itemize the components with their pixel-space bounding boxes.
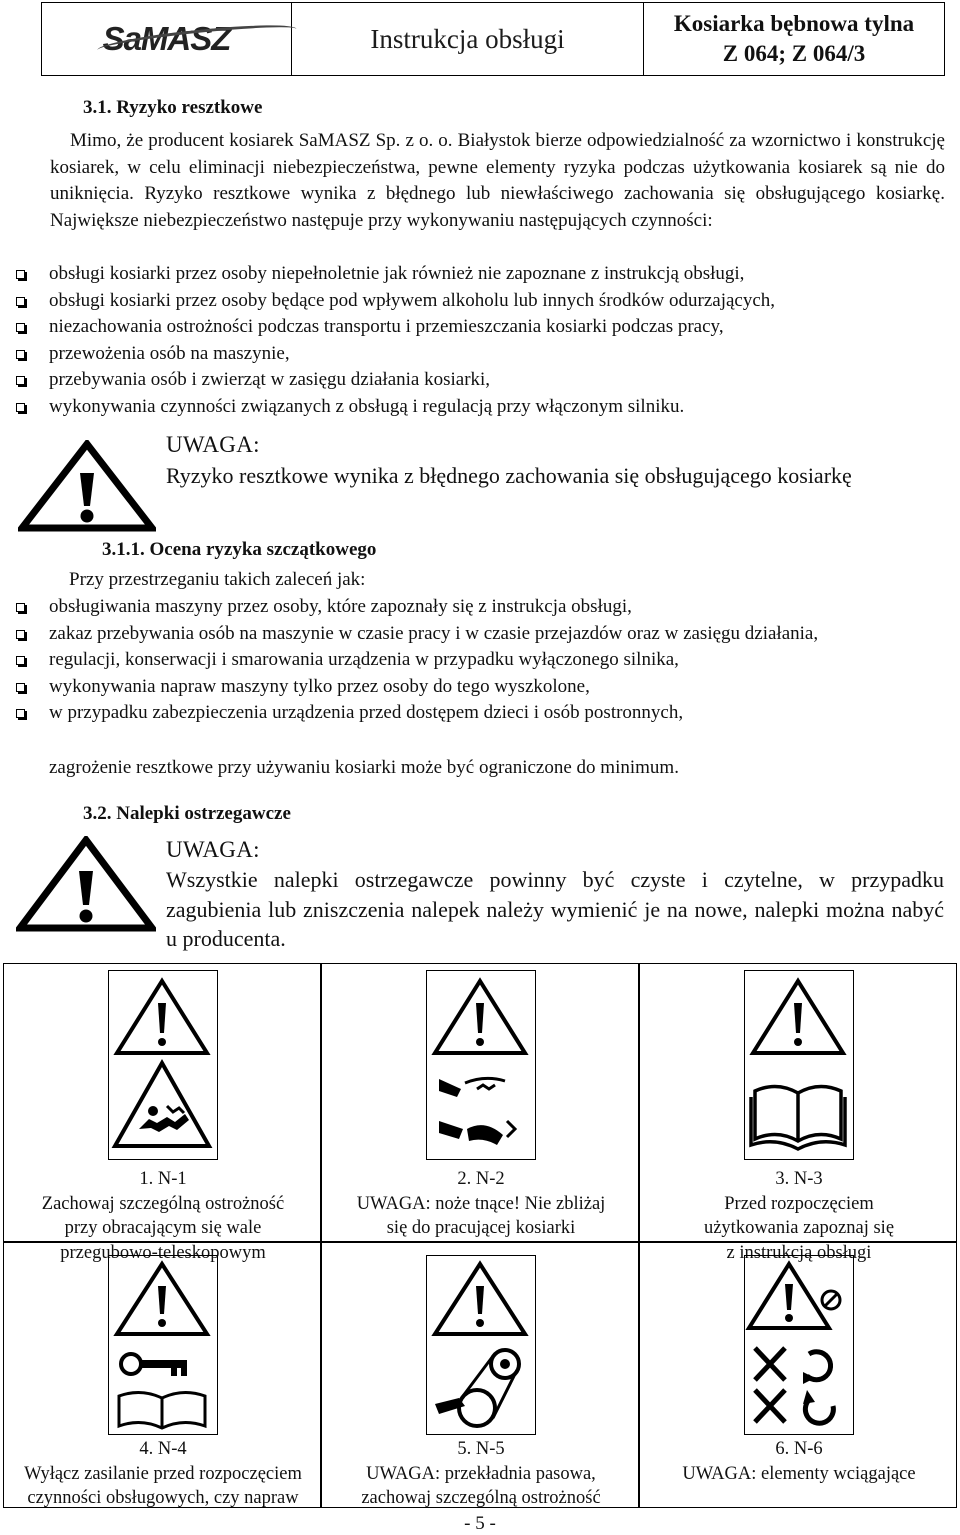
warning-triangle-icon <box>753 981 843 1053</box>
checkbox-bullet-icon <box>16 656 25 665</box>
sticker-description: przy obracającym się wale <box>64 1218 262 1238</box>
blade-hand-icon <box>439 1078 515 1145</box>
sticker-description: Wyłącz zasilanie przed rozpoczęciem <box>24 1463 302 1484</box>
checkbox-bullet-icon <box>16 297 25 306</box>
logo-cell <box>42 3 292 75</box>
sticker-label: 6. N-6 <box>775 1439 823 1459</box>
warning-triangle-icon <box>117 981 207 1053</box>
sticker-image <box>108 1255 218 1435</box>
checkbox-bullet-icon <box>16 350 25 359</box>
list-item: wykonywania czynności związanych z obsługą i regulacją przy włączonym silniku. <box>16 394 946 421</box>
sticker-n3 <box>640 964 958 1263</box>
sticker-description: zachowaj szczególną ostrożność <box>361 1488 601 1508</box>
document-title: Instrukcja obsługi <box>292 3 644 75</box>
sticker-n6 <box>640 1243 958 1513</box>
section-3-1-paragraph: Mimo, że producent kosiarek SaMASZ Sp. z o. o. Białystok bierze odpowiedzialność za wzornictwo i konstrukcję kosiarek, w celu eliminacji niebezpieczeństwa, pewne elementy ryzyka podczas użytkowania kosiarek są nie do uniknięcia. Ryzyko resztkowe wynika z błędnego lub niewłaściwego zachowania się obsługującego kosiarkę. Największe niebezpieczeństwo następuje przy wykonywaniu następujących czynności: <box>50 130 945 231</box>
warning-text: Ryzyko resztkowe wynika z błędnego zachowania się obsługującego kosiarkę <box>166 463 852 488</box>
section-3-1-1-heading: 3.1.1. Ocena ryzyka szczątkowego <box>102 539 377 560</box>
sticker-description: czynności obsługowych, czy napraw <box>27 1488 299 1508</box>
rotating-parts-icon <box>755 1348 833 1423</box>
sticker-label: 5. N-5 <box>457 1439 505 1459</box>
list-item: obsługi kosiarki przez osoby niepełnoletnie jak również nie zapoznane z instrukcją obsługi, <box>16 261 946 288</box>
list-item: regulacji, konserwacji i smarowania urządzenia w przypadku wyłączonego silnika, <box>16 647 946 674</box>
section-3-1-1-intro: Przy przestrzeganiu takich zaleceń jak: <box>69 569 366 590</box>
warning-title: UWAGA: <box>166 432 260 457</box>
warning-text: Wszystkie nalepki ostrzegawcze powinny być czyste i czytelne, w przypadku zagubienia lub zniszczenia nalepek należy wymienić je na nowe, nalepki można nabyć u producenta. <box>166 867 944 951</box>
risk-conclusion: zagrożenie resztkowe przy używaniu kosiarki może być ograniczone do minimum. <box>49 757 679 778</box>
sticker-description: użytkowania zapoznaj się <box>703 1218 895 1238</box>
warning-triangle-icon <box>749 1264 829 1328</box>
model-title: Kosiarka bębnowa tylna Z 064; Z 064/3 <box>673 11 915 66</box>
warning-triangle-icon <box>117 1264 207 1334</box>
list-item: wykonywania napraw maszyny tylko przez osoby do tego wyszkolone, <box>16 674 946 701</box>
list-item: przewożenia osób na maszynie, <box>16 341 946 368</box>
checkbox-bullet-icon <box>16 270 25 279</box>
checkbox-bullet-icon <box>16 323 25 332</box>
sticker-n2 <box>322 964 640 1238</box>
sticker-image <box>426 1255 536 1435</box>
risk-reduction-list <box>16 594 946 727</box>
checkbox-bullet-icon <box>16 376 25 385</box>
sticker-label: 4. N-4 <box>139 1439 187 1459</box>
shaft-entanglement-icon <box>115 1063 209 1146</box>
warning-title: UWAGA: <box>166 837 260 862</box>
sticker-description: UWAGA: noże tnące! Nie zbliżaj <box>356 1193 606 1214</box>
sticker-image <box>744 970 854 1160</box>
sticker-label: 2. N-2 <box>457 1169 505 1189</box>
page-number: - 5 - <box>464 1513 496 1534</box>
sticker-n1 <box>4 964 322 1263</box>
warning-triangle-icon <box>18 440 156 532</box>
list-item: przebywania osób i zwierząt w zasięgu działania kosiarki, <box>16 367 946 394</box>
sticker-description: z instrukcją obsługi <box>726 1242 872 1263</box>
list-item: obsługi kosiarki przez osoby będące pod wpływem alkoholu lub innych środków odurzających, <box>16 288 946 315</box>
sticker-n5 <box>322 1243 640 1513</box>
section-3-2-heading: 3.2. Nalepki ostrzegawcze <box>83 803 291 824</box>
sticker-description: Przed rozpoczęciem <box>724 1193 874 1214</box>
sticker-label: 3. N-3 <box>775 1169 823 1189</box>
sticker-label: 1. N-1 <box>139 1169 187 1189</box>
list-item: zakaz przebywania osób na maszynie w czasie pracy i w czasie przejazdów oraz w zasięgu działania, <box>16 621 946 648</box>
residual-risk-list <box>16 261 946 421</box>
warning-stickers-table <box>3 963 957 1508</box>
no-touch-icon <box>822 1291 840 1309</box>
sticker-image <box>744 1255 854 1435</box>
section-3-1-heading: 3.1. Ryzyko resztkowe <box>83 97 263 118</box>
list-item: w przypadku zabezpieczenia urządzenia przed dostępem dzieci i osób postronnych, <box>16 700 946 727</box>
belt-drive-icon <box>435 1350 519 1426</box>
sticker-description: UWAGA: przekładnia pasowa, <box>366 1463 596 1484</box>
sticker-n4 <box>4 1243 322 1513</box>
warning-triangle-icon <box>435 981 525 1053</box>
warning-triangle-icon <box>16 836 156 932</box>
checkbox-bullet-icon <box>16 603 25 612</box>
list-item: niezachowania ostrożności podczas transportu i przemieszczania kosiarki podczas pracy, <box>16 314 946 341</box>
page-header <box>41 2 945 76</box>
sticker-description: Zachowaj szczególną ostrożność <box>41 1193 285 1214</box>
checkbox-bullet-icon <box>16 709 25 718</box>
sticker-description: się do pracującej kosiarki <box>386 1218 576 1238</box>
manual-book-icon <box>751 1086 845 1149</box>
samasz-logo: SaMASZ <box>103 20 231 58</box>
warning-triangle-icon <box>435 1264 525 1334</box>
checkbox-bullet-icon <box>16 683 25 692</box>
sticker-description: przegubowo-teleskopowym <box>60 1242 266 1263</box>
sticker-image <box>426 970 536 1160</box>
sticker-description: UWAGA: elementy wciągające <box>682 1463 916 1484</box>
key-manual-icon <box>119 1354 205 1428</box>
checkbox-bullet-icon <box>16 403 25 412</box>
sticker-image <box>108 970 218 1160</box>
checkbox-bullet-icon <box>16 630 25 639</box>
list-item: obsługiwania maszyny przez osoby, które zapoznały się z instrukcja obsługi, <box>16 594 946 621</box>
